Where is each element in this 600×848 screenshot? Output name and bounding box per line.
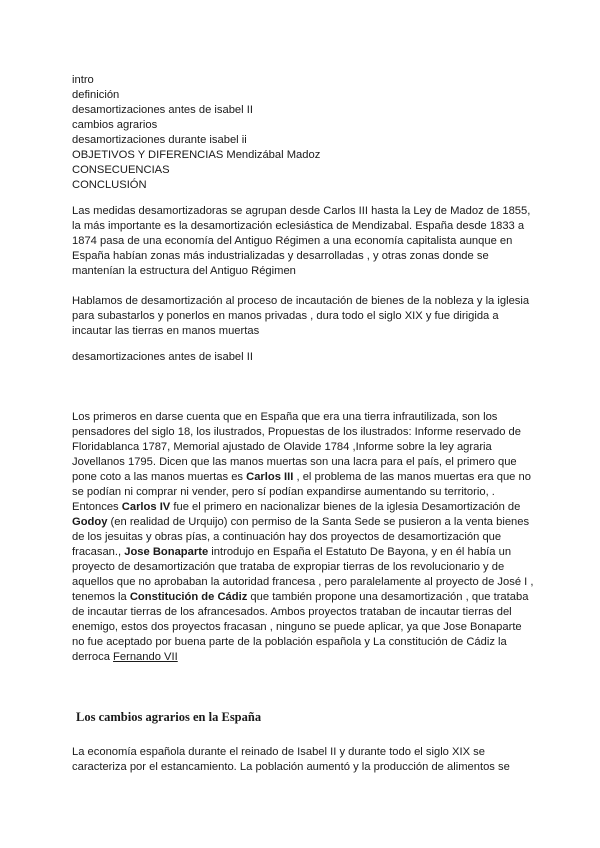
text-run: (en realidad de Urquijo) con permiso de la Santa Sede se pusieron a la venta bienes de los jesuitas y obras pías, a continuación hay dos proyectos de desamortización que fracasan.,: [72, 516, 530, 558]
fernando-vii-link[interactable]: Fernando VII: [113, 651, 178, 663]
toc-item: intro: [72, 74, 94, 86]
table-of-contents: [72, 73, 320, 193]
toc-item: definición: [72, 89, 120, 101]
toc-item: cambios agrarios: [72, 119, 158, 131]
definition-paragraph: Hablamos de desamortización al proceso de incautación de bienes de la nobleza y la iglesia para subastarlos y ponerlos en manos privadas , dura todo el siglo XIX y fue dirigida a incautar las tierras en manos muertas: [72, 295, 530, 337]
toc-item: desamortizaciones durante isabel ii: [72, 134, 247, 146]
text-run: que también propone una desamortización , que trataba de incautar tierras de los afrancesados. Ambos proyectos trataban de incautar tierras del enemigo, estos dos proyectos fracasan , ninguno se puede aplicar, ya que Jose Bonaparte no fue aceptado por buena parte de la población española y La constitución de Cádiz la derroca: [72, 591, 529, 663]
section-label: desamortizaciones antes de isabel II: [72, 351, 253, 363]
text-run: fue el primero en nacionalizar bienes de la iglesia Desamortización de: [170, 501, 521, 513]
text-run: introdujo en España el Estatuto De Bayona, y en él había un proyecto de desamortización que trataba de expropiar tierras de los revolucionario y de aquellos que no aprobaban la autoridad francesa , pero paralelamente al proyecto de José I , tenemos la: [72, 546, 534, 603]
bold-jose-bonaparte: Jose Bonaparte: [124, 546, 209, 558]
toc-item: CONCLUSIÓN: [72, 179, 147, 191]
toc-item: OBJETIVOS Y DIFERENCIAS Mendizábal Madoz: [72, 149, 321, 161]
economy-paragraph: La economía española durante el reinado de Isabel II y durante todo el siglo XIX se caracteriza por el estancamiento. La población aumentó y la producción de alimentos se: [72, 746, 510, 773]
bold-carlos-iii: Carlos III: [246, 471, 294, 483]
history-paragraph: [72, 410, 534, 665]
toc-item: CONSECUENCIAS: [72, 164, 170, 176]
intro-paragraph: Las medidas desamortizadoras se agrupan desde Carlos III hasta la Ley de Madoz de 1855, la más importante es la desamortización eclesiástica de Mendizabal. España desde 1833 a 1874 pasa de una economía del Antiguo Régimen a una economía capitalista aunque en España habían zonas más industrializadas y desarrolladas , y otras zonas donde se mantenían la estructura del Antiguo Régimen: [72, 205, 531, 277]
toc-item: desamortizaciones antes de isabel II: [72, 104, 253, 116]
bold-godoy: Godoy: [72, 516, 108, 528]
bold-carlos-iv: Carlos IV: [121, 501, 171, 513]
bold-constitucion-cadiz: Constitución de Cádiz: [129, 591, 248, 603]
text-run: , el problema de las manos muertas era que no se podían ni comprar ni vender, pero sí podían expandirse aumentando su territorio, . Entonces: [72, 471, 531, 513]
text-run: Los primeros en darse cuenta que en España que era una tierra infrautilizada, son los pensadores del siglo 18, los ilustrados, Propuestas de los ilustrados: Informe reservado de Floridablanca 1787, Memorial ajustado de Olavide 1784 ,Informe sobre la ley agraria Jovellanos 1795. Dicen que las manos muertas son una lacra para el país, el primero que pone coto a las manos muertas es: [72, 411, 521, 483]
section-heading: Los cambios agrarios en la España: [76, 710, 262, 724]
